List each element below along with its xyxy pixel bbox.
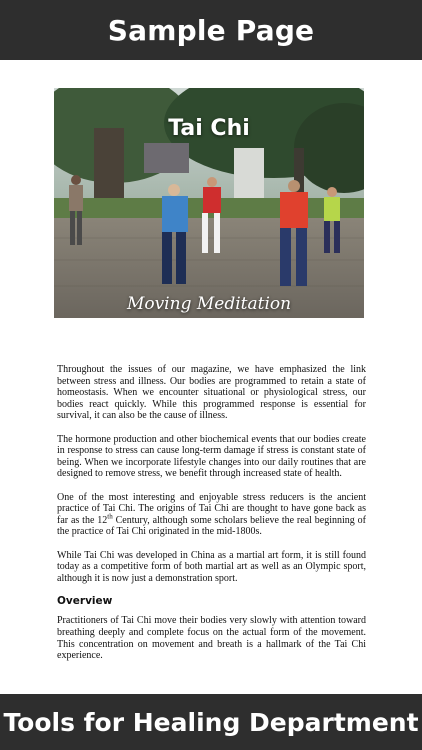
paragraph-text: One of the most interesting and enjoyable stress reducers is the ancient practice of Tai Chi. The origins of Tai Chi are thought to have gone back as far as the 12 — [57, 491, 366, 526]
article-paragraph — [57, 492, 366, 538]
article-body — [57, 364, 366, 673]
page-title: Sample Page — [107, 13, 315, 47]
superscript: th — [107, 512, 113, 521]
photo-subtitle: Moving Meditation — [126, 294, 292, 314]
section-heading-overview: Overview — [57, 594, 113, 607]
paragraph-text: Century, although some scholars believe the real beginning of the practice of Tai Chi originated in the mid-1800s. — [57, 514, 366, 538]
department-title: Tools for Healing Department — [3, 707, 419, 737]
article-paragraph: Throughout the issues of our magazine, we have emphasized the link between stress and illness. Our bodies are programmed to retain a state of homeostasis. When we encounter situational or physiological stress, our bodies react quickly. While this programmed response is essential for survival, it can also be the cause of illness. — [57, 364, 366, 422]
header-bar — [0, 0, 422, 60]
footer-bar — [0, 694, 422, 750]
article-paragraph: The hormone production and other biochemical events that our bodies create in response to stress can cause long-term damage if stress is constant state of being. When we incorporate lifestyle changes into our daily routines that are designed to remove stress, we benefit through increased state of health. — [57, 433, 366, 480]
photo-title: Tai Chi — [168, 116, 250, 141]
article-paragraph: While Tai Chi was developed in China as a martial art form, it is still found today as a competitive form of both martial art as well as an Olympic sport, although it is now just a demonstration sport. — [57, 549, 366, 584]
tai-chi-photo — [54, 88, 364, 318]
article-paragraph: Practitioners of Tai Chi move their bodies very slowly with attention toward breathing deeply and complete focus on the actual form of the movement. This concentration on movement and breath is a hallmark of the Tai Chi experience. — [57, 615, 366, 662]
